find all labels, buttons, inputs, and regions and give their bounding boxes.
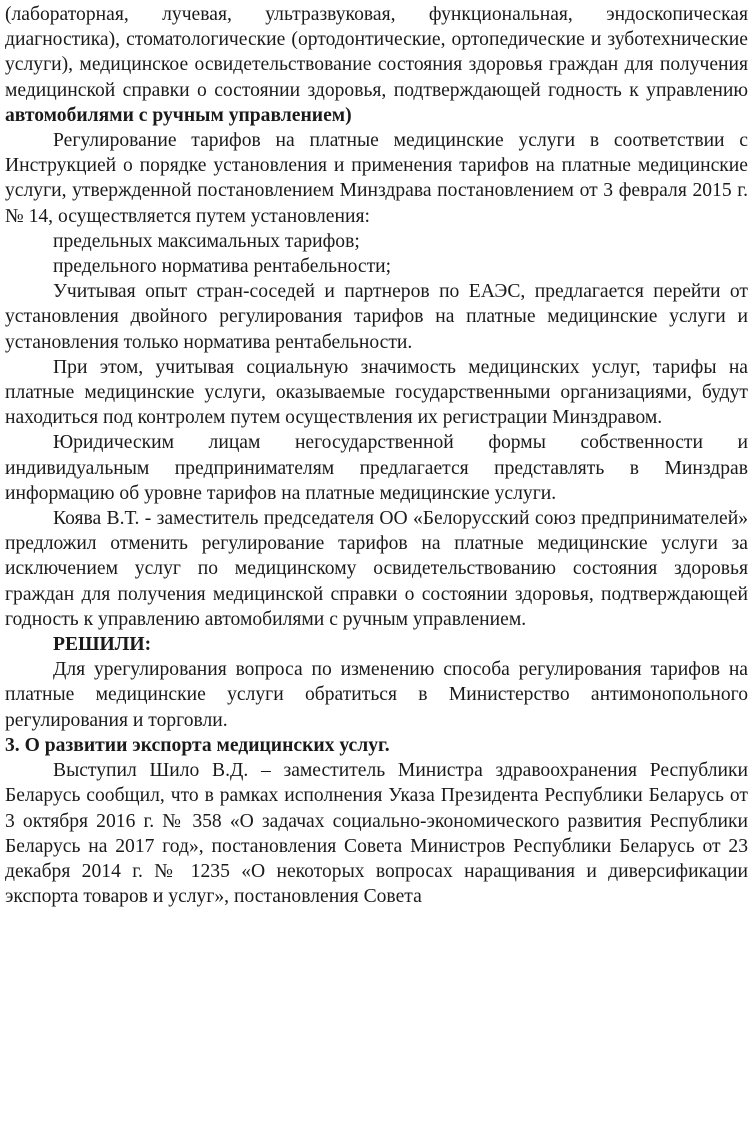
list-item-profitability-norm: предельного норматива рентабельности; <box>53 256 392 278</box>
paragraph-private-entities: Юридическим лицам негосударственной формы собственности и индивидуальным предпринимателям предлагается представлять в Минздрав информацию об уровне тарифов на платные медицинские услуги. <box>5 432 748 504</box>
section-heading-export: 3. О развитии экспорта медицинских услуг. <box>5 734 390 756</box>
paragraph-social-significance: При этом, учитывая социальную значимость медицинских услуг, тарифы на платные медицинские услуги, оказываемые государственными организациями, будут находиться под контролем путем осуществления их регистрации Минздравом. <box>5 356 748 429</box>
paragraph-diagnostics-list <box>5 2 748 128</box>
paragraph-decision: Для урегулирования вопроса по изменению способа регулирования тарифов на платные медицинские услуги обратиться в Министерство антимонопольного регулирования и торговли. <box>5 659 748 731</box>
list-item-max-tariffs: предельных максимальных тарифов; <box>53 230 360 252</box>
paragraph-diagnostics-bold: автомобилями с ручным управлением) <box>5 104 352 126</box>
paragraph-eaeu-experience: Учитывая опыт стран-соседей и партнеров по ЕАЭС, предлагается перейти от установления двойного регулирования тарифов на платные медицинские услуги и установления только норматива рентабельности. <box>5 281 748 353</box>
paragraph-diagnostics-text: (лабораторная, лучевая, ультразвуковая, функциональная, эндоскопическая диагностика), стоматологические (ортодонтические, ортопедические и зуботехнические услуги), медицинское освидетельствование состояния здоровья граждан для получения медицинской справки о состоянии здоровья, подтверждающей годность к управлению <box>5 4 748 101</box>
paragraph-shilo-report: Выступил Шило В.Д. – заместитель Министра здравоохранения Республики Беларусь сообщил, что в рамках исполнения Указа Президента Республики Беларусь от 3 октября 2016 г. № 358 «О задачах социально-экономического развития Республики Беларусь на 2017 год», постановления Совета Министров Республики Беларусь от 23 декабря 2014 г. № 1235 «О некоторых вопросах наращивания и диверсификации экспорта товаров и услуг», постановления Совета <box>5 760 748 908</box>
paragraph-tariff-regulation: Регулирование тарифов на платные медицинские услуги в соответствии с Инструкцией о порядке установления и применения тарифов на платные медицинские услуги, утвержденной постановлением Минздрава постановлением от 3 февраля 2015 г. № 14, осуществляется путем установления: <box>5 130 748 227</box>
paragraph-koyava-proposal: Коява В.Т. - заместитель председателя ОО «Белорусский союз предпринимателей» предложил отменить регулирование тарифов на платные медицинские услуги за исключением услуг по медицинскому освидетельствованию состояния здоровья граждан для получения медицинской справки о состоянии здоровья, подтверждающей годность к управлению автомобилями с ручным управлением. <box>5 508 748 630</box>
decision-heading: РЕШИЛИ: <box>53 634 152 656</box>
